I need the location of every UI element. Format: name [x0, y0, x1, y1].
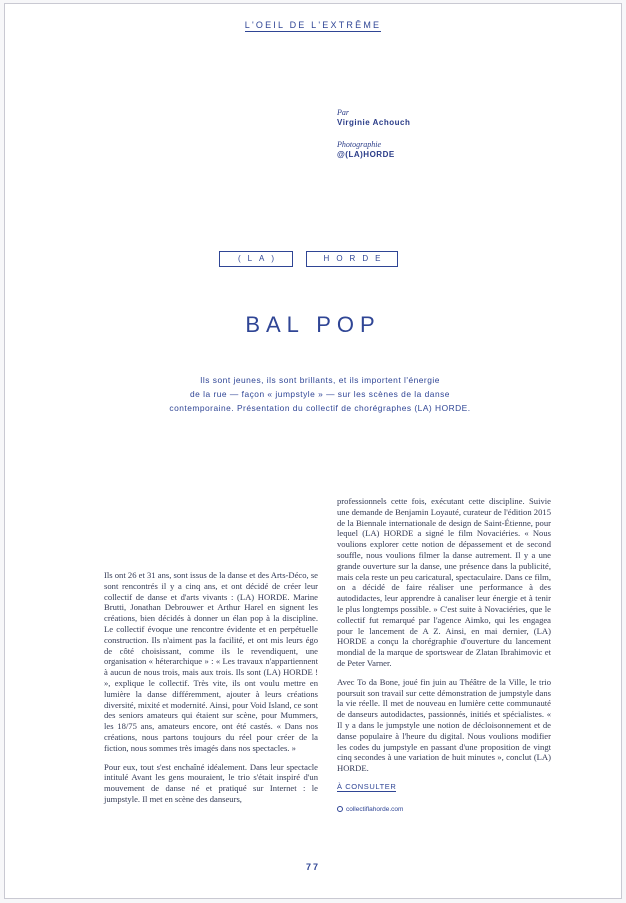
website-link[interactable] [337, 805, 551, 816]
author-label: Par [337, 108, 349, 117]
intro-line: de la rue — façon « jumpstyle » — sur les scènes de la danse [190, 389, 450, 399]
body-paragraph: professionnels cette fois, exécutant cette discipline. Suivie une demande de Benjamin Loyauté, curateur de l'édition 2015 de la Biennale internationale de design de Saint-Étienne, pour lequel (LA) HORDE a signé le film Novaciéries. « Nous voulions explorer cette notion de dépassement et de second souffle, nous voulions filmer la danse autrement. Il y a une grande ouverture sur la danse, une présence dans la publicité, mais cela reste un peu caricatural, spectaculaire. Dans ce film, on a décidé de faire réaliser une performance à des autodidactes, leur apprendre à canaliser leur énergie et à tenir le plus longtemps possible. » C'est suite à Novaciéries, que le collectif fut remarqué par l'agence Aimko, qui les engagea pour le lancement de A Z. Ainsi, en mai dernier, (LA) HORDE a conçu la chorégraphie d'ouverture du lancement mondial de la marque de sportswear de Zlatan Ibrahimovic et de Peter Varner. [337, 496, 551, 668]
consult-heading [337, 782, 551, 793]
article-title: BAL POP [245, 312, 381, 337]
website-url[interactable]: collectiflahorde.com [346, 805, 404, 813]
photo-label: Photographie [337, 140, 381, 149]
article-column-right [337, 496, 551, 816]
box-horde: HORDE [306, 251, 398, 267]
rubric-title: L'OEIL DE L'EXTRÊME [244, 20, 382, 30]
body-paragraph: Pour eux, tout s'est enchaîné idéalement. Dans leur spectacle intitulé Avant les gens mouraient, le trio s'était inspiré d'un mouvement de danse né et pratiqué sur Internet : le jumpstyle. Il met en scène des danseurs, [104, 761, 318, 804]
circle-bullet-icon [337, 806, 343, 812]
intro-line: contemporaine. Présentation du collectif de chorégraphes (LA) HORDE. [169, 403, 471, 413]
rubric-header [5, 20, 621, 30]
photographer-name: @(LA)HORDE [337, 150, 395, 159]
body-paragraph: Avec To da Bone, joué fin juin au Théâtre de la Ville, le trio poursuit son travail sur cette démonstration de jumpstyle dans la vie réelle. Il met de nouveau en lumière cette communauté de danseurs autodidactes, passionnés, initiés et spécialistes. « Il y a dans le jumpstyle une notion de décloisonnement et de danse populaire à l'heure du digital. Nous voulions modifier les codes du jumpstyle en passant d'une proposition de vingt cinq secondes à une variation de huit minutes », conclut (LA) HORDE. [337, 676, 551, 774]
intro-paragraph [125, 373, 515, 415]
article-column-left [104, 570, 318, 813]
credits-block [337, 108, 410, 160]
magazine-page [4, 3, 622, 899]
body-paragraph: Ils ont 26 et 31 ans, sont issus de la danse et des Arts-Déco, se sont rencontrés il y a cinq ans, et ont décidé de créer leur collectif de danse et d'arts vivants : (LA) HORDE. Marine Brutti, Jonathan Debrouwer et Arthur Harel en signent les créations, bien décidés à donner un élan pop à la discipline. Le collectif évoque une rencontre évidente et en perpétuelle construction. Ils n'aiment pas la facilité, et ont mis leurs égo de côté choisissant, comme ils le revendiquent, une organisation « héterarchique » : « Les travaux n'appartiennent à aucun de nous trois, mais aux trois. Ils sont (LA) HORDE ! », explique le collectif. Très vite, ils ont voulu mettre en lumière la danse différemment, ajouter à leurs créations diversité, mixité et modernité. Ainsi, pour Void Island, ce sont des seniors amateurs qui étaient sur scène, pour Mummers, les 18/75 ans, amateurs encore, ont été castés. « Dans nos créations, nous partons toujours du réel pour créer de la fiction, nous sommes très imagés dans nos spectacles. » [104, 570, 318, 753]
consult-label: À CONSULTER [337, 781, 397, 791]
page-number: 77 [305, 862, 320, 872]
intro-line: Ils sont jeunes, ils sont brillants, et ils importent l'énergie [200, 375, 440, 385]
author-name: Virginie Achouch [337, 118, 411, 127]
box-la: (LA) [219, 251, 293, 267]
